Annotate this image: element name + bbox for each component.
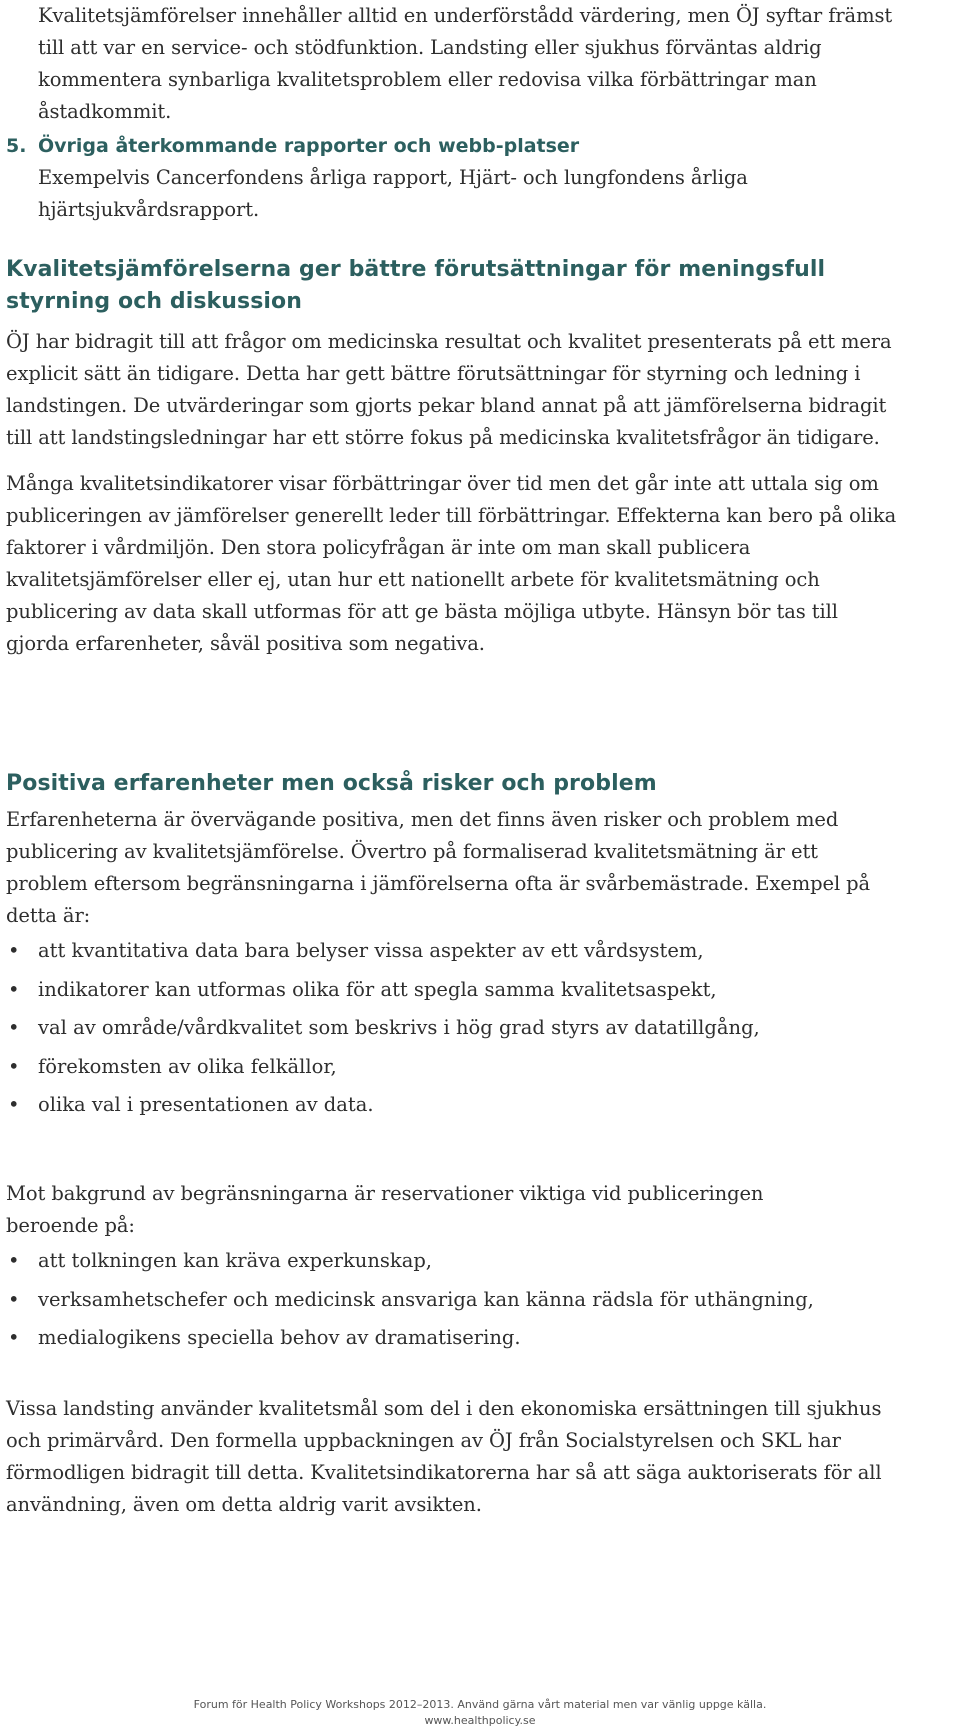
- footer-url[interactable]: www.healthpolicy.se: [424, 1714, 536, 1727]
- item-5-text: Exempelvis Cancerfondens årliga rapport, Hjärt- och lungfondens årliga hjärtsjukvårdsrapport.: [38, 166, 748, 221]
- section-styrning-paragraph-2: Många kvalitetsindikatorer visar förbättringar över tid men det går inte att uttala sig om publiceringen av jämförelser generellt leder till förbättringar. Effekterna kan bero på olika faktorer i vårdmiljön. Den stora policyfrågan är inte om man skall publicera kvalitetsjämförelser eller ej, utan hur ett nationellt arbete för kvalitetsmätning och publicering av data skall utformas för att ge bästa möjliga utbyte. Hänsyn bör tas till gjorda erfarenheter, såväl positiva som negativa.: [6, 472, 897, 655]
- closing-paragraph: Vissa landsting använder kvalitetsmål som del i den ekonomiska ersättningen till sjukhus och primärvård. Den formella uppbackningen av ÖJ från Socialstyrelsen och SKL har förmodligen bidragit till detta. Kvalitetsindikatorerna har så att säga auktoriserats för all användning, även om detta aldrig varit avsikten.: [6, 1397, 882, 1516]
- item-5-number: 5.: [6, 135, 27, 157]
- bullet-icon: •: [8, 1249, 20, 1272]
- bullet-icon: •: [8, 977, 20, 1001]
- bullet-icon: •: [8, 1093, 20, 1116]
- list-item: • att tolkningen kan kräva experkunskap,: [6, 1242, 906, 1281]
- bullet-icon: •: [8, 939, 20, 962]
- bullet-icon: •: [8, 1326, 20, 1349]
- section-styrning: [6, 254, 906, 660]
- item-5-heading: [6, 130, 906, 162]
- item-5-title: Övriga återkommande rapporter och webb-platser: [38, 135, 580, 157]
- section-risker-paragraph: Erfarenheterna är övervägande positiva, men det finns även risker och problem med publicering av kvalitetsjämförelse. Övertro på formaliserad kvalitetsmätning är ett problem eftersom begränsningarna i jämförelserna ofta är svårbemästrade. Exempel på detta är:: [6, 808, 871, 927]
- intro-paragraph: Kvalitetsjämförelser innehåller alltid en underförstådd värdering, men ÖJ syftar främst till att var en service- och stödfunktion. Landsting eller sjukhus förväntas aldrig kommentera synbarliga kvalitetsproblem eller redovisa vilka förbättringar man åstadkommit.: [38, 4, 893, 123]
- item-5: [6, 130, 906, 226]
- section-heading-styrning: Kvalitetsjämförelserna ger bättre förutsättningar för meningsfull styrning och diskussion: [6, 257, 826, 314]
- list-item: • att kvantitativa data bara belyser vissa aspekter av ett vårdsystem,: [6, 932, 906, 971]
- reservations-block: [6, 1178, 906, 1358]
- list-item: • medialogikens speciella behov av dramatisering.: [6, 1319, 906, 1358]
- list-item: • indikatorer kan utformas olika för att spegla samma kvalitetsaspekt,: [6, 971, 906, 1010]
- list-item: • förekomsten av olika felkällor,: [6, 1048, 906, 1087]
- list-item: • verksamhetschefer och medicinsk ansvariga kan känna rädsla för uthängning,: [6, 1281, 906, 1320]
- section-heading-risker: Positiva erfarenheter men också risker och problem: [6, 771, 657, 796]
- section-styrning-paragraph-1: ÖJ har bidragit till att frågor om medicinska resultat och kvalitet presenterats på ett mera explicit sätt än tidigare. Detta har gett bättre förutsättningar för styrning och ledning i landstingen. De utvärderingar som gjorts pekar bland annat på att jämförelserna bidragit till att landstingsledningar har ett större fokus på medicinska kvalitetsfrågor än tidigare.: [6, 330, 892, 449]
- page-footer: [0, 1695, 960, 1731]
- bullet-icon: •: [8, 1054, 20, 1078]
- reservations-paragraph: Mot bakgrund av begränsningarna är reservationer viktiga vid publiceringen beroende på:: [6, 1182, 764, 1237]
- reservation-list: [6, 1242, 906, 1358]
- bullet-icon: •: [8, 1287, 20, 1311]
- bullet-icon: •: [8, 1016, 20, 1039]
- section-risker: [6, 768, 906, 1125]
- list-item: • olika val i presentationen av data.: [6, 1086, 906, 1125]
- footer-credit: Forum för Health Policy Workshops 2012–2013. Använd gärna vårt material men var vänlig uppge källa.: [193, 1698, 767, 1711]
- list-item: • val av område/vårdkvalitet som beskrivs i hög grad styrs av datatillgång,: [6, 1009, 906, 1048]
- risk-list: [6, 932, 906, 1125]
